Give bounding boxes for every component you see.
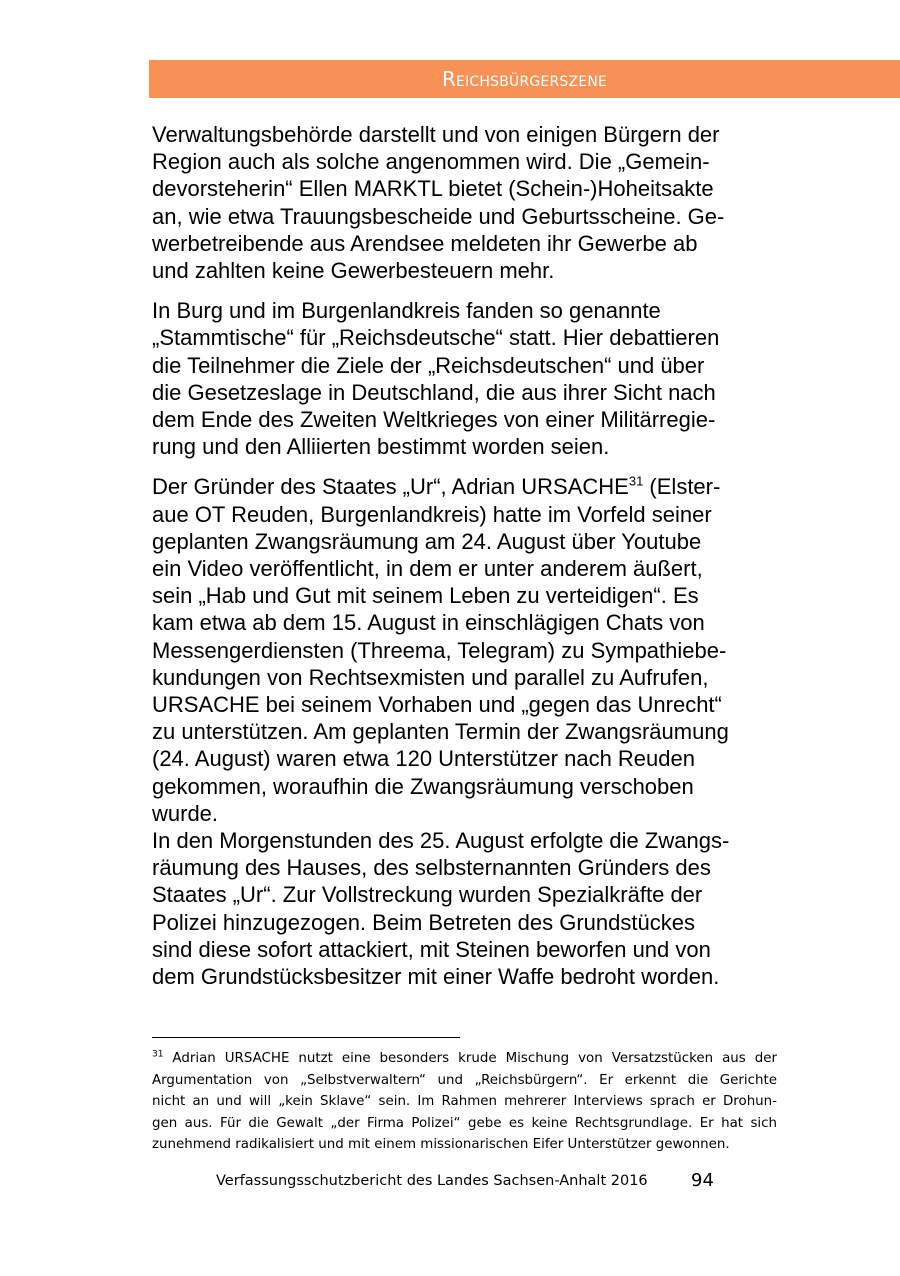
text-line: wurde.: [152, 800, 219, 826]
text-line: Messengerdiensten (Threema, Telegram) zu Sympathiebe-: [152, 637, 727, 663]
report-title: Verfassungsschutzbericht des Landes Sachsen-Anhalt 2016: [216, 1173, 648, 1189]
text-line: aue OT Reuden, Burgenlandkreis) hatte im Vorfeld seiner: [152, 501, 712, 527]
text-line: Region auch als solche angenommen wird. Die „Gemein-: [152, 149, 710, 175]
section-title: Reichsbürgerszene: [441, 67, 608, 91]
footnote-text: Adrian URSACHE nutzt eine besonders krude Mischung von Versatzstücken aus der: [163, 1051, 777, 1066]
footnote-line: gen aus. Für die Gewalt „der Firma Polizei“ gebe es keine Rechtsgrundlage. Er hat sich: [152, 1115, 777, 1131]
text-line: [152, 473, 782, 500]
text-line: „Stammtische“ für „Reichsdeutsche“ statt. Hier debattieren: [152, 325, 720, 351]
footnote-line: [152, 1048, 777, 1070]
footnote-line: zunehmend radikalisiert und mit einem missionarischen Eifer Unterstützer gewonnen.: [152, 1137, 730, 1152]
text-line: sind diese sofort attackiert, mit Steinen beworfen und von: [152, 936, 711, 962]
footnote-line: nicht an und will „kein Sklave“ sein. Im Rahmen mehrerer Interviews sprach er Drohun-: [152, 1094, 777, 1109]
text-line: Verwaltungsbehörde darstellt und von einigen Bürgern der: [152, 122, 720, 147]
text-segment: Der Gründer des Staates „Ur“, Adrian URSACHE: [152, 474, 629, 500]
text-line: die Teilnehmer die Ziele der „Reichsdeutschen“ und über: [152, 352, 705, 378]
text-line: an, wie etwa Trauungsbescheide und Geburtsscheine. Ge-: [152, 203, 725, 229]
text-line: ein Video veröffentlicht, in dem er unter anderem äußert,: [152, 556, 703, 582]
text-segment: (Elster-: [643, 474, 721, 500]
text-line: In Burg und im Burgenlandkreis fanden so genannte: [152, 298, 661, 324]
text-line: werbetreibende aus Arendsee meldeten ihr Gewerbe ab: [152, 230, 698, 256]
text-line: devorsteherin“ Ellen MARKTL bietet (Schein-)Hoheitsakte: [152, 176, 714, 202]
text-line: In den Morgenstunden des 25. August erfolgte die Zwangs-: [152, 828, 730, 854]
page-footer: [216, 1170, 736, 1194]
paragraph-ursache: [152, 473, 782, 827]
text-line: dem Grundstücksbesitzer mit einer Waffe bedroht worden.: [152, 964, 720, 990]
paragraph-burg: [152, 297, 782, 460]
text-line: kundungen von Rechtsexmisten und parallel zu Aufrufen,: [152, 664, 709, 690]
text-line: und zahlten keine Gewerbesteuern mehr.: [152, 258, 555, 284]
text-line: zu unterstützen. Am geplanten Termin der Zwangsräumung: [152, 719, 729, 745]
footnote-separator: [152, 1037, 460, 1038]
footnote-line: Argumentation von „Selbstverwaltern“ und „Reichsbürgern“. Er erkennt die Gerichte: [152, 1072, 777, 1088]
text-line: URSACHE bei seinem Vorhaben und „gegen das Unrecht“: [152, 692, 722, 718]
text-line: Staates „Ur“. Zur Vollstreckung wurden Spezialkräfte der: [152, 882, 703, 908]
text-line: kam etwa ab dem 15. August in einschlägigen Chats von: [152, 610, 705, 636]
text-line: (24. August) waren etwa 120 Unterstützer nach Reuden: [152, 746, 695, 772]
footnote: [152, 1048, 777, 1156]
text-line: die Gesetzeslage in Deutschland, die aus ihrer Sicht nach: [152, 379, 716, 405]
text-line: sein „Hab und Gut mit seinem Leben zu verteidigen“. Es: [152, 583, 699, 609]
section-header: [149, 60, 900, 98]
text-line: Polizei hinzugezogen. Beim Betreten des Grundstückes: [152, 909, 695, 935]
page-number: 94: [691, 1170, 714, 1191]
body-text: [152, 121, 782, 990]
text-line: räumung des Hauses, des selbsternannten Gründers des: [152, 855, 711, 881]
text-line: rung und den Alliierten bestimmt worden seien.: [152, 434, 610, 460]
text-line: gekommen, woraufhin die Zwangsräumung verschoben: [152, 773, 694, 799]
paragraph-raeumung: [152, 827, 782, 990]
footnote-marker: 31: [152, 1049, 164, 1060]
text-line: dem Ende des Zweiten Weltkrieges von einer Militärregie-: [152, 407, 716, 433]
footnote-reference[interactable]: 31: [628, 474, 644, 490]
text-line: geplanten Zwangsräumung am 24. August über Youtube: [152, 528, 702, 554]
paragraph-arendsee: [152, 121, 782, 284]
